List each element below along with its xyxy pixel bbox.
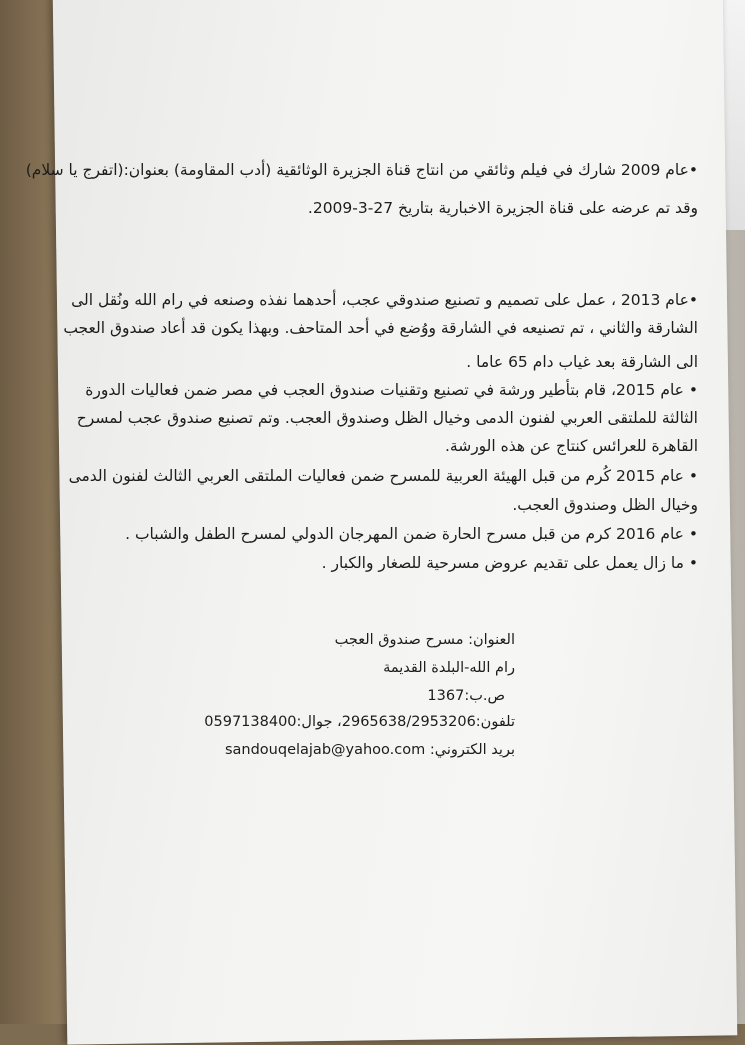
paragraph-2013-line-3: الى الشارقة بعد غياب دام 65 عاما . — [466, 353, 698, 371]
contact-city: رام الله-البلدة القديمة — [383, 660, 515, 676]
paragraph-2016: • عام 2016 كرم من قبل مسرح الحارة ضمن المهرجان الدولي لمسرح الطفل والشباب . — [125, 525, 698, 543]
contact-po-box: ص.ب:1367 — [427, 688, 505, 704]
paragraph-2015-workshop-line-3: القاهرة للعرائس كنتاج عن هذه الورشة. — [444, 437, 698, 455]
contact-phone: تلفون:2965638/2953206، جوال:0597138400 — [204, 714, 515, 730]
paragraph-2009-line-2: وقد تم عرضه على قناة الجزيرة الاخبارية بتاريخ 27-3-2009. — [307, 199, 698, 217]
paragraph-ongoing: • ما زال يعمل على تقديم عروض مسرحية للصغار والكبار . — [321, 554, 698, 572]
document-content — [25, 0, 730, 1024]
paragraph-2015-workshop-line-2: الثالثة للملتقى العربي لفنون الدمى وخيال الظل وصندوق العجب. وتم تصنيع صندوق عجب لمسرح — [76, 409, 698, 427]
paragraph-2015-honor-line-2: وخيال الظل وصندوق العجب. — [512, 496, 698, 514]
contact-address: العنوان: مسرح صندوق العجب — [334, 632, 515, 648]
paragraph-2013-line-1: •عام 2013 ، عمل على تصميم و تصنيع صندوقي عجب، أحدهما نفذه وصنعه في رام الله ونُقل الى — [71, 291, 698, 309]
paragraph-2009-line-1: •عام 2009 شارك في فيلم وثائقي من انتاج قناة الجزيرة الوثائقية (أدب المقاومة) بعنوان:(اتفرج يا سلام) — [25, 161, 698, 179]
contact-email: بريد الكتروني: sandouqelajab@yahoo.com — [224, 742, 515, 758]
paragraph-2015-honor-line-1: • عام 2015 كُرم من قبل الهيئة العربية للمسرح ضمن فعاليات الملتقى العربي الثالث لفنون الدمى — [68, 467, 698, 485]
paragraph-2013-line-2: الشارقة والثاني ، تم تصنيعه في الشارقة ووُضع في أحد المتاحف. وبهذا يكون قد أعاد صندوق العجب — [63, 319, 698, 337]
paragraph-2015-workshop-line-1: • عام 2015، قام بتأطير ورشة في تصنيع وتقنيات صندوق العجب في مصر ضمن فعاليات الدورة — [85, 381, 698, 399]
